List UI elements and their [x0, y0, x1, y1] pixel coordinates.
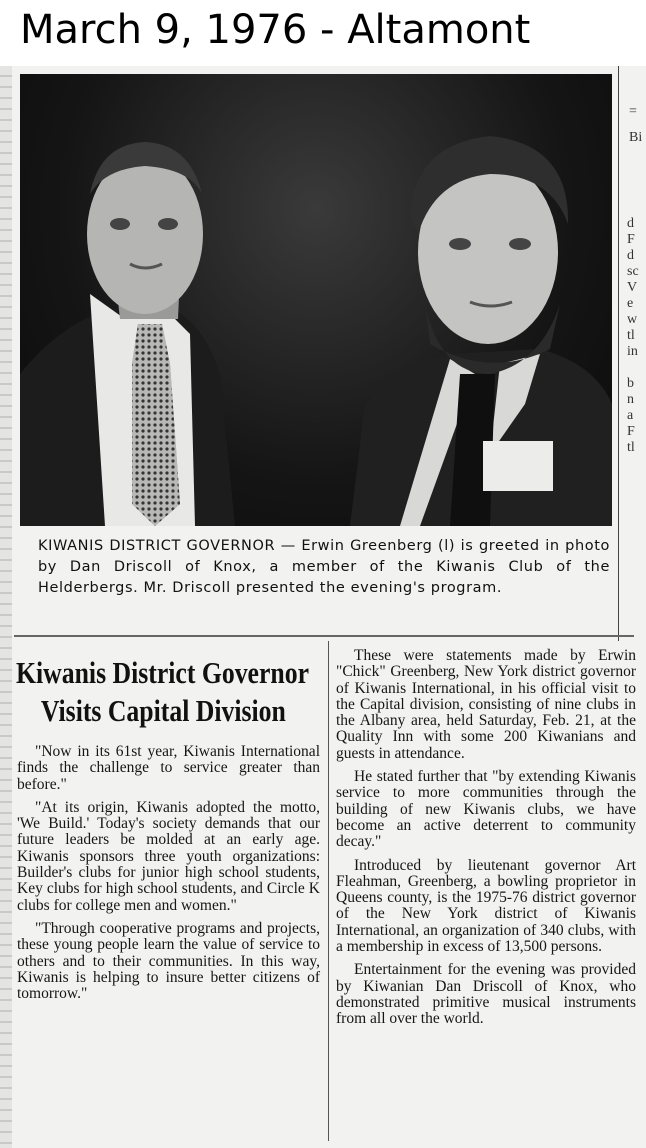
article-column-right: [336, 648, 636, 1035]
fragment-text: b: [627, 376, 634, 391]
article-paragraph: He stated further that "by extending Kiwanis service to more communities through the building of new Kiwanis clubs, we have become an active deterrent to community decay.": [336, 768, 636, 851]
fragment-text: d: [627, 248, 634, 263]
fragment-text: F: [627, 232, 635, 247]
article-paragraph: Introduced by lieutenant governor Art Fleahman, Greenberg, a bowling proprietor in Queens county, is the 1975-76 district governor of the New York district of Kiwanis International, an organization of 340 clubs, with a membership in excess of 13,500 persons.: [336, 856, 636, 956]
article-paragraph: "Now in its 61st year, Kiwanis International finds the challenge to service greater than before.": [17, 743, 320, 793]
fragment-text: tl: [627, 440, 635, 455]
photo-caption: KIWANIS DISTRICT GOVERNOR — Erwin Greenberg (l) is greeted in photo by Dan Driscoll of Knox, a member of the Kiwanis Club of the Helderbergs. Mr. Driscoll presented the evening's program.: [38, 538, 610, 596]
fragment-text: d: [627, 216, 634, 231]
two-men-photo-illustration: [20, 74, 612, 526]
news-photo: [20, 74, 612, 526]
article-headline: [16, 654, 310, 730]
headline-line-1: Kiwanis District Governor: [16, 655, 310, 690]
fragment-text: n: [627, 392, 634, 407]
newspaper-clipping: [0, 66, 646, 1148]
page-title: March 9, 1976 - Altamont: [20, 7, 531, 53]
fragment-text: w: [627, 312, 638, 327]
fragment-text: Bi: [629, 130, 643, 145]
article-column-left: [17, 744, 320, 1009]
fragment-text: in: [627, 344, 638, 359]
article-paragraph: These were statements made by Erwin "Chick" Greenberg, New York district governor of Kiwanis International, in his official visit to the Capital division, consisting of nine clubs in the Albany area, held Saturday, Feb. 21, at the Quality Inn with some 200 Kiwanians and guests in attendance.: [336, 647, 636, 762]
fragment-text: a: [627, 408, 634, 423]
adjacent-column-fragment: [618, 66, 646, 641]
adjacent-column-strip: [0, 66, 12, 1148]
fragment-text: tl: [627, 328, 635, 343]
article-paragraph: Entertainment for the evening was provided by Kiwanian Dan Driscoll of Knox, who demonstrated primitive musical instruments from all over the world.: [336, 961, 636, 1028]
fragment-text: e: [627, 296, 634, 311]
column-divider: [328, 641, 329, 1141]
section-divider: [14, 635, 634, 637]
article-paragraph: "At its origin, Kiwanis adopted the motto, 'We Build.' Today's society demands that our future leaders be molded at an early age. Kiwanis sponsors three youth organizations: Builder's clubs for junior high school students, Key clubs for high school students, and Circle K clubs for college men and women.": [17, 798, 320, 914]
headline-line-2: Visits Capital Division: [40, 693, 286, 728]
fragment-text: F: [627, 424, 635, 439]
fragment-text: sc: [627, 264, 639, 279]
fragment-text: V: [627, 280, 638, 295]
article-paragraph: "Through cooperative programs and projects, these young people learn the value of service to others and to their communities. In this way, Kiwanis is helping to insure better citizens of tomorrow.": [17, 919, 320, 1003]
fragment-text: =: [629, 104, 637, 119]
